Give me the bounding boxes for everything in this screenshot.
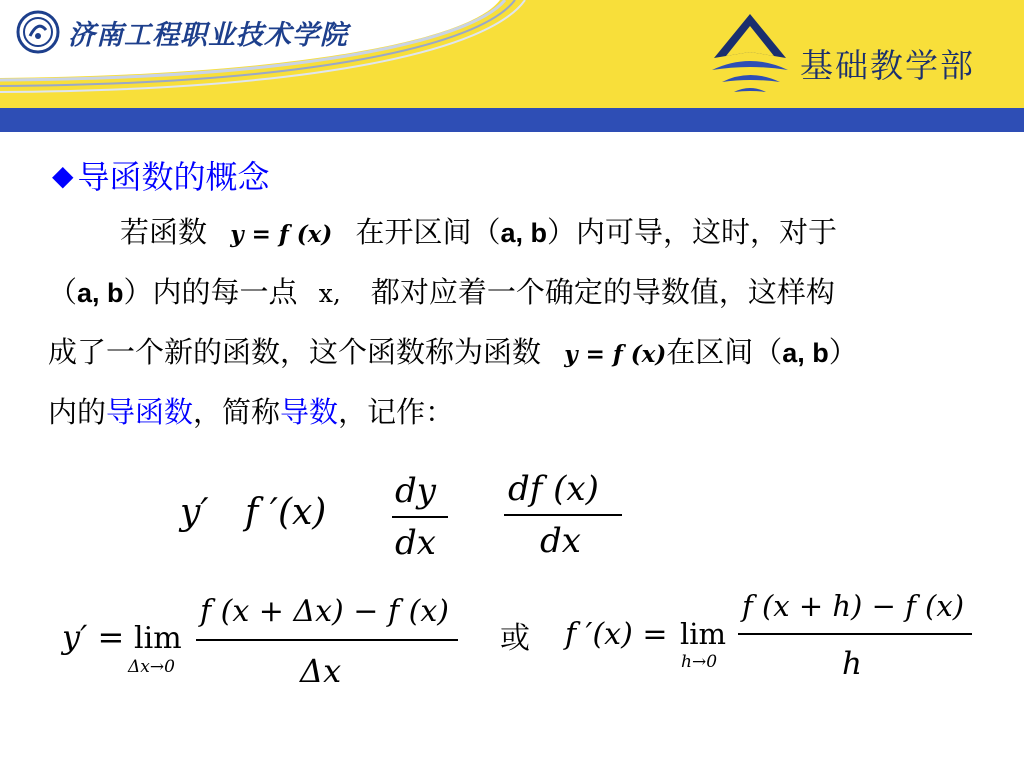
text: ） bbox=[828, 335, 858, 369]
paragraph-line-2 bbox=[48, 272, 835, 314]
text: 成了一个新的函数，这个函数称为函数 bbox=[48, 335, 542, 369]
formula-area bbox=[0, 438, 1024, 768]
paragraph-line-3 bbox=[48, 332, 858, 375]
svg-text:dx: dx bbox=[540, 521, 581, 561]
svg-text:h→0: h→0 bbox=[681, 652, 718, 672]
term-derivative-function: 导函数 bbox=[106, 395, 194, 429]
slide-title bbox=[52, 152, 270, 198]
svg-text:Δx: Δx bbox=[300, 652, 342, 690]
svg-text:h: h bbox=[842, 646, 862, 682]
or-text: 或 bbox=[500, 621, 530, 656]
school-name: 济南工程职业技术学院 bbox=[68, 19, 348, 51]
svg-text:y′ =: y′ = bbox=[62, 618, 125, 656]
diamond-icon: ◆ bbox=[52, 158, 74, 192]
notation-df-dx bbox=[504, 469, 622, 561]
svg-text:lim: lim bbox=[134, 621, 182, 656]
svg-text:Δx→0: Δx→0 bbox=[128, 657, 175, 677]
svg-text:f (x + Δx) − f (x): f (x + Δx) − f (x) bbox=[200, 594, 449, 629]
interval-ab: a, b bbox=[77, 278, 124, 308]
svg-text:dy: dy bbox=[395, 471, 436, 511]
interval-ab: a, b bbox=[500, 218, 548, 248]
variable-x: x, bbox=[318, 279, 341, 308]
text: ，简称 bbox=[193, 395, 281, 429]
notation-f-prime: f ′(x) bbox=[245, 492, 327, 533]
text: 若函数 bbox=[120, 215, 208, 249]
text: 都对应着一个确定的导数值，这样构 bbox=[370, 275, 835, 309]
text: 在区间（ bbox=[666, 335, 783, 369]
text: 内的 bbox=[48, 395, 107, 429]
notation-y-prime: y′ bbox=[180, 492, 209, 533]
svg-text:f (x + h) − f (x): f (x + h) − f (x) bbox=[742, 589, 965, 623]
title-text: 导函数的概念 bbox=[77, 158, 270, 196]
svg-text:dx: dx bbox=[395, 523, 436, 563]
text: （ bbox=[48, 275, 78, 309]
formula-y-f-x: y = f (x) bbox=[564, 341, 667, 368]
text: 在开区间（ bbox=[355, 215, 501, 249]
svg-text:f ′(x) =: f ′(x) = bbox=[565, 617, 668, 652]
paragraph-line-1 bbox=[120, 212, 837, 255]
svg-text:df (x): df (x) bbox=[508, 469, 599, 509]
text: ）内的每一点 bbox=[123, 275, 298, 309]
formula-y-f-x: y = f (x) bbox=[230, 221, 333, 248]
text: ）内可导，这时，对于 bbox=[547, 215, 838, 249]
svg-text:lim: lim bbox=[680, 617, 727, 651]
department-name: 基础教学部 bbox=[800, 46, 975, 85]
interval-ab: a, b bbox=[782, 338, 829, 368]
derivative-definition-delta bbox=[60, 594, 458, 690]
term-derivative: 导数 bbox=[280, 395, 339, 429]
paragraph-line-4 bbox=[48, 392, 454, 432]
text: ，记作： bbox=[338, 395, 455, 429]
notation-dy-dx bbox=[392, 471, 448, 563]
derivative-definition-h bbox=[563, 589, 972, 682]
